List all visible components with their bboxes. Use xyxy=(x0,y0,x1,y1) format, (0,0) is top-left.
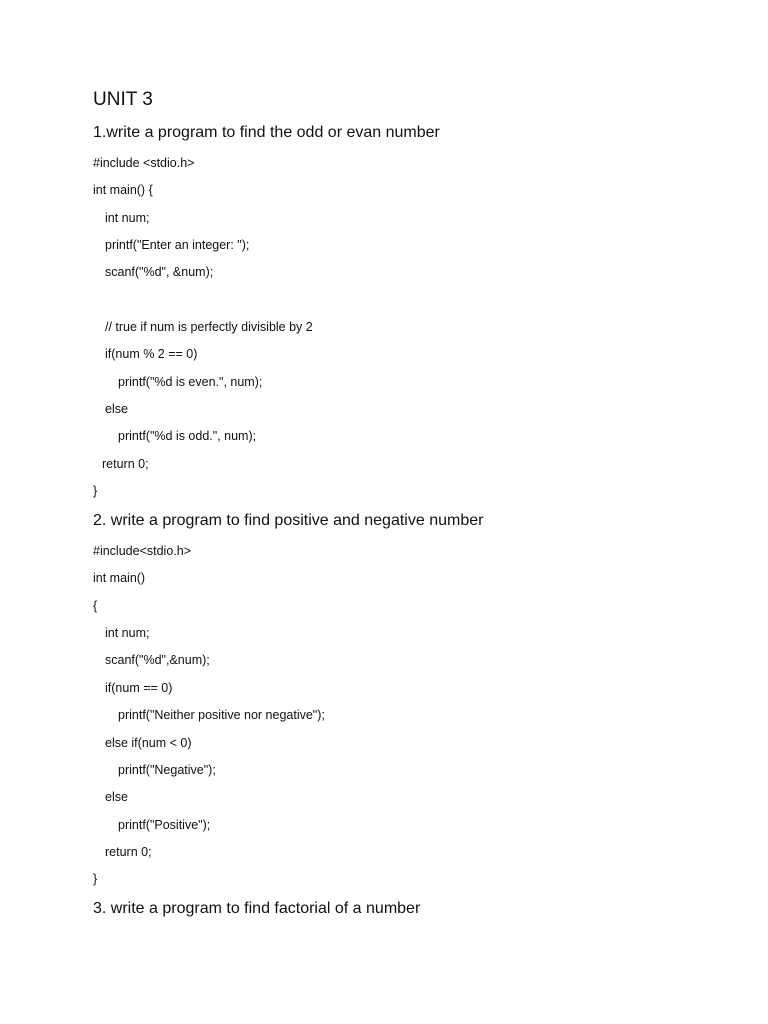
code-line: // true if num is perfectly divisible by 2 xyxy=(105,320,313,334)
code-line: } xyxy=(93,872,98,886)
code-line: } xyxy=(93,484,98,498)
code-line: return 0; xyxy=(105,845,152,859)
page-title: UNIT 3 xyxy=(93,89,153,110)
code-line: printf("Negative"); xyxy=(118,763,216,777)
code-line: if(num == 0) xyxy=(105,681,173,695)
code-line: printf("Neither positive nor negative"); xyxy=(118,708,325,722)
code-line: printf("Enter an integer: "); xyxy=(105,238,250,252)
section-3-heading: 3. write a program to find factorial of a number xyxy=(93,900,421,917)
code-line: return 0; xyxy=(102,457,149,471)
code-line: int main() { xyxy=(93,183,153,197)
code-line: #include <stdio.h> xyxy=(93,156,195,170)
code-line: int main() xyxy=(93,571,146,585)
code-line: printf("%d is even.", num); xyxy=(118,375,263,389)
code-line: else xyxy=(105,790,128,804)
code-line: { xyxy=(93,599,98,613)
code-line: else if(num < 0) xyxy=(105,736,192,750)
section-2-heading: 2. write a program to find positive and negative number xyxy=(93,512,484,529)
code-line: else xyxy=(105,402,128,416)
section-1-heading: 1.write a program to find the odd or evan number xyxy=(93,124,440,141)
code-line: if(num % 2 == 0) xyxy=(105,347,198,361)
code-line: #include<stdio.h> xyxy=(93,544,191,558)
code-line: scanf("%d", &num); xyxy=(105,265,214,279)
code-line: printf("%d is odd.", num); xyxy=(118,429,257,443)
code-line: printf("Positive"); xyxy=(118,818,211,832)
code-line: scanf("%d",&num); xyxy=(105,653,210,667)
code-line: int num; xyxy=(105,626,150,640)
code-line: int num; xyxy=(105,211,150,225)
